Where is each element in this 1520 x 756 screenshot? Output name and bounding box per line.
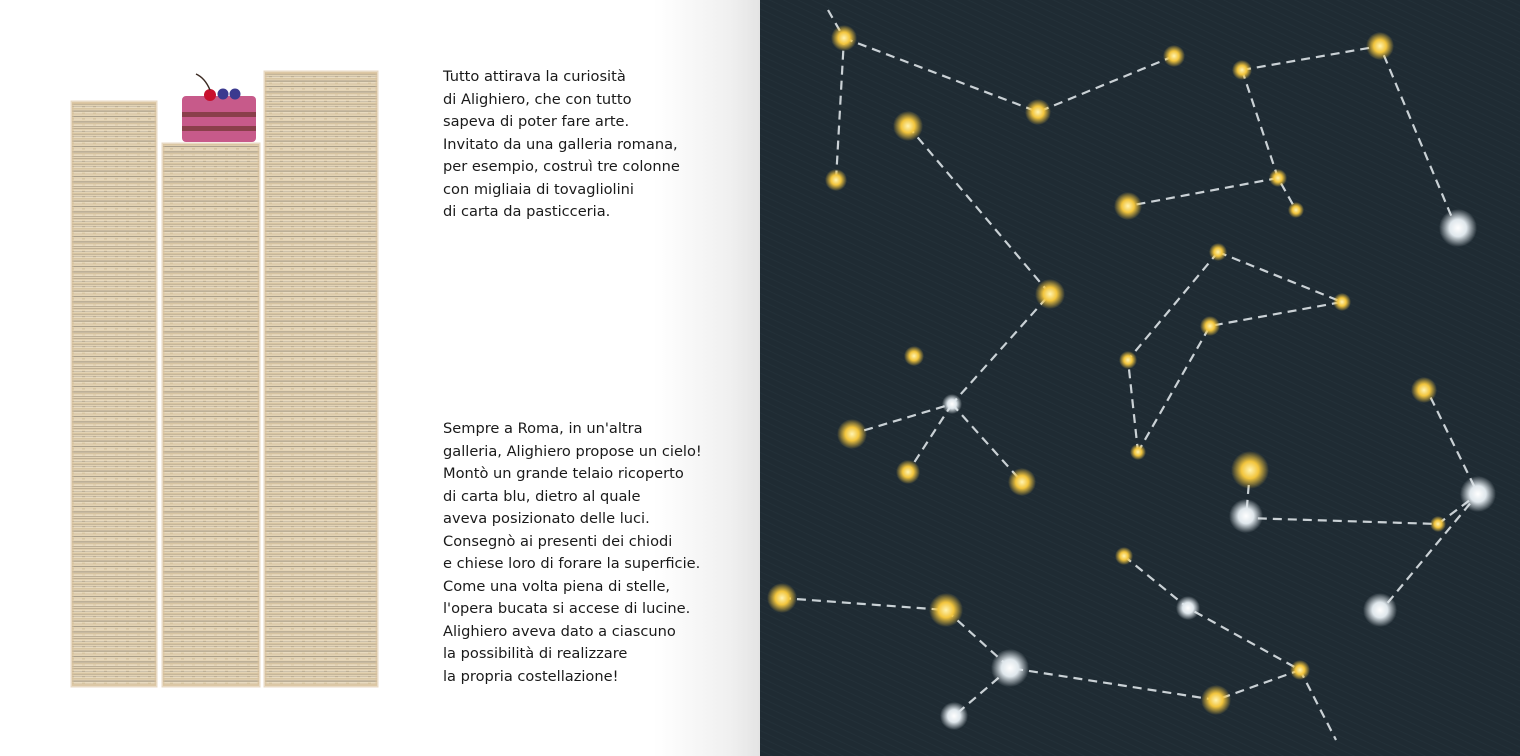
text-line: Montò un grande telaio ricoperto [443,465,684,482]
cake-slice-icon [182,74,256,142]
napkin-column-3 [265,72,377,686]
text-line: per esempio, costruì tre colonne [443,158,680,175]
text-line: di carta blu, dietro al quale [443,487,641,505]
text-line: galleria, Alighiero propose un cielo! [443,442,702,460]
text-line: con migliaia di tovagliolini [443,180,634,198]
text-line: Tutto attirava la curiosità [443,68,626,85]
text-line: di carta da pasticceria. [443,203,611,220]
napkin-columns-illustration [60,60,390,700]
night-sky-illustration [760,0,1520,756]
right-page [760,0,1520,756]
text-line: Invitato da una galleria romana, [443,135,678,153]
napkin-column-2 [163,144,259,686]
text-line: Come una volta piena di stelle, [443,577,671,595]
text-line: Consegnò ai presenti dei chiodi [443,532,673,550]
text-line: la propria costellazione! [443,667,619,685]
text-line: Alighiero aveva dato a ciascuno [443,622,676,640]
text-line: sapeva di poter fare arte. [443,113,630,130]
text-line: l'opera bucata si accese di lucine. [443,600,691,617]
text-line: e chiese loro di forare la superficie. [443,555,701,572]
text-line: di Alighiero, che con tutto [443,90,632,108]
text-line: Sempre a Roma, in un'altra [443,420,643,437]
text-line: la possibilità di realizzare [443,645,628,662]
paragraph-napkin-columns [443,66,680,224]
napkin-column-1 [72,102,156,686]
text-line: aveva posizionato delle luci. [443,510,650,527]
paragraph-star-sky [443,418,702,688]
